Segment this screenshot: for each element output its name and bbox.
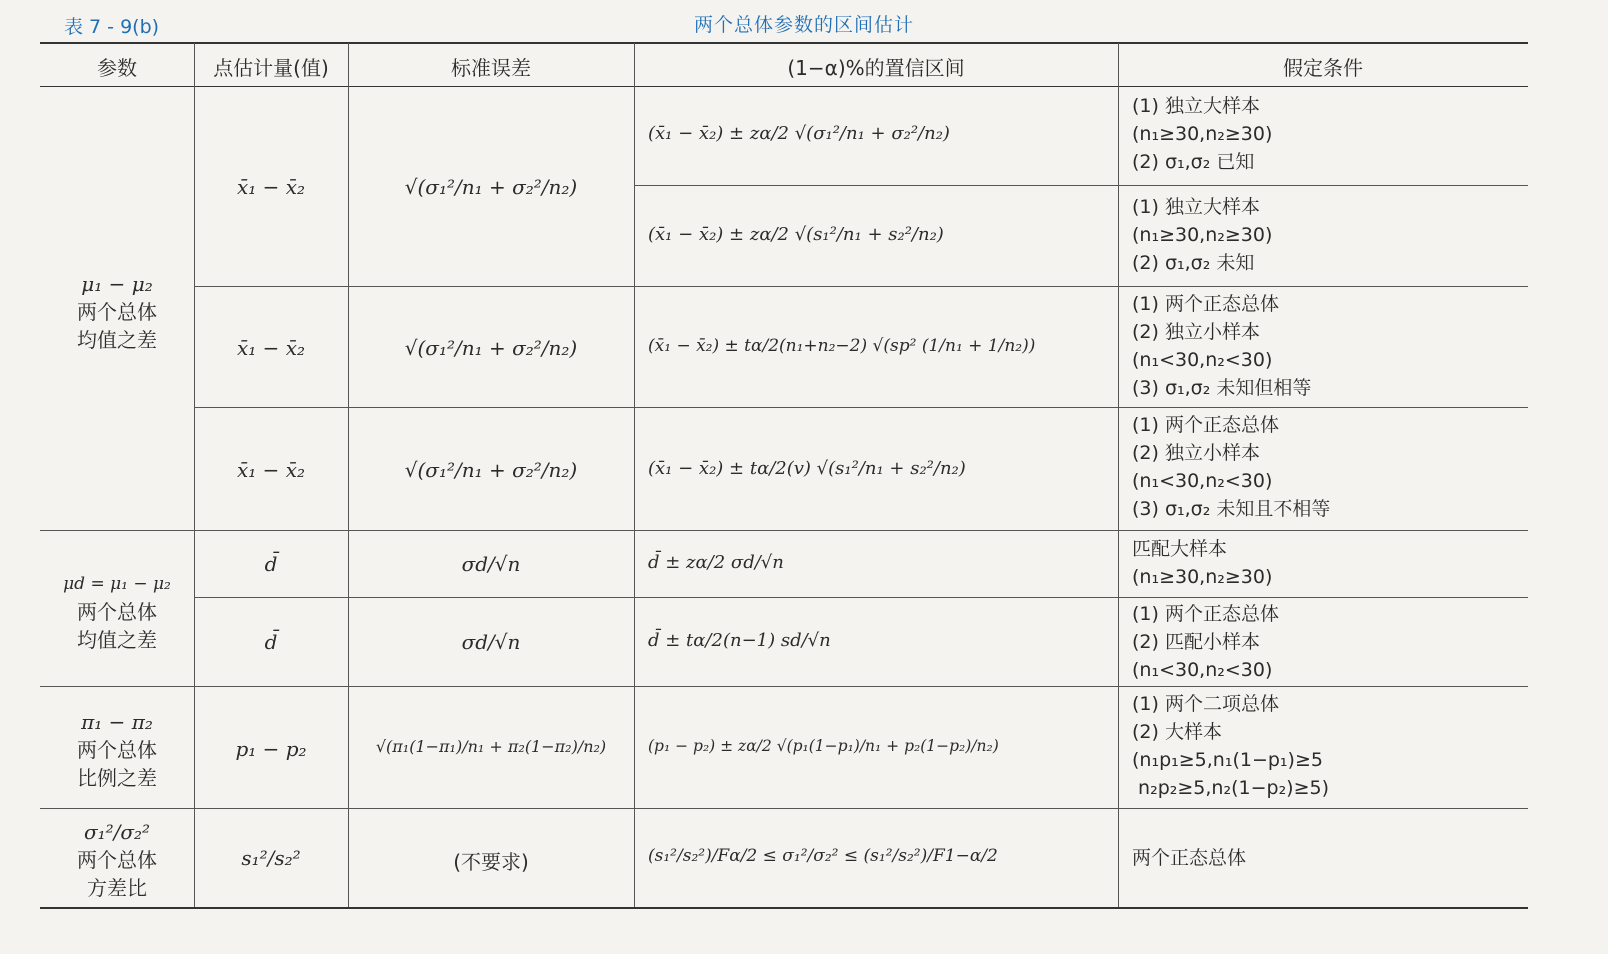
standard-error: √(σ₁²/n₁ + σ₂²/n₂) (404, 458, 578, 482)
assumptions: (1) 独立大样本 (n₁≥30,n₂≥30) (2) σ₁,σ₂ 未知 (1132, 196, 1273, 274)
confidence-interval: (x̄₁ − x̄₂) ± tα/2(n₁+n₂−2) √(sp² (1/n₁ + 1/n₂)) (648, 336, 1036, 356)
table-title: 两个总体参数的区间估计 (693, 14, 914, 36)
point-estimate: x̄₁ − x̄₂ (236, 458, 306, 482)
standard-error: √(σ₁²/n₁ + σ₂²/n₂) (404, 175, 578, 199)
assumptions: 匹配大样本 (n₁≥30,n₂≥30) (1132, 538, 1273, 588)
header-se: 标准误差 (451, 56, 531, 80)
row-divider (40, 808, 1528, 809)
row-divider (40, 686, 1528, 687)
header-point: 点估计量(值) (213, 56, 329, 80)
header-param: 参数 (97, 56, 137, 80)
point-estimate: d̄ (264, 630, 278, 654)
param-mean-diff: μ₁ − μ₂ 两个总体 均值之差 (77, 272, 157, 352)
assumptions: (1) 两个正态总体 (2) 独立小样本 (n₁<30,n₂<30) (3) σ₁,σ₂ 未知且不相等 (1132, 414, 1331, 520)
point-estimate: s₁²/s₂² (241, 846, 301, 870)
standard-error: σd/√n (461, 552, 521, 576)
confidence-interval: d̄ ± tα/2(n−1) sd/√n (648, 630, 831, 651)
header-rule (40, 86, 1528, 87)
row-divider (634, 185, 1528, 186)
assumptions: 两个正态总体 (1132, 847, 1247, 869)
confidence-interval: (x̄₁ − x̄₂) ± zα/2 √(s₁²/n₁ + s₂²/n₂) (648, 224, 944, 245)
assumptions: (1) 两个正态总体 (2) 匹配小样本 (n₁<30,n₂<30) (1132, 603, 1279, 681)
confidence-interval: (x̄₁ − x̄₂) ± zα/2 √(σ₁²/n₁ + σ₂²/n₂) (648, 123, 950, 144)
point-estimate: x̄₁ − x̄₂ (236, 175, 306, 199)
row-divider (40, 530, 1528, 531)
row-divider (194, 597, 1528, 598)
confidence-interval: (s₁²/s₂²)/Fα/2 ≤ σ₁²/σ₂² ≤ (s₁²/s₂²)/F1−α/2 (648, 846, 998, 866)
header-cond: 假定条件 (1283, 56, 1363, 80)
param-paired: μd = μ₁ − μ₂ 两个总体 均值之差 (63, 574, 171, 652)
standard-error: (不要求) (453, 850, 529, 874)
top-rule (40, 42, 1528, 44)
assumptions: (1) 两个正态总体 (2) 独立小样本 (n₁<30,n₂<30) (3) σ₁,σ₂ 未知但相等 (1132, 293, 1312, 399)
confidence-interval: d̄ ± zα/2 σd/√n (648, 552, 784, 573)
header-ci: (1−α)%的置信区间 (787, 56, 965, 80)
standard-error: √(σ₁²/n₁ + σ₂²/n₂) (404, 336, 578, 360)
param-var: σ₁²/σ₂² 两个总体 方差比 (77, 820, 157, 900)
col-divider (634, 43, 635, 907)
standard-error: σd/√n (461, 630, 521, 654)
point-estimate: d̄ (264, 552, 278, 576)
standard-error: √(π₁(1−π₁)/n₁ + π₂(1−π₂)/n₂) (375, 737, 607, 756)
row-divider (194, 286, 1528, 287)
bottom-rule (40, 907, 1528, 909)
param-prop: π₁ − π₂ 两个总体 比例之差 (77, 710, 157, 790)
confidence-interval: (x̄₁ − x̄₂) ± tα/2(v) √(s₁²/n₁ + s₂²/n₂) (648, 458, 966, 479)
assumptions: (1) 两个二项总体 (2) 大样本 (n₁p₁≥5,n₁(1−p₁)≥5 n₂p₂≥5,n₂(1−p₂)≥5) (1132, 693, 1330, 799)
col-divider (1118, 43, 1119, 907)
row-divider (194, 407, 1528, 408)
point-estimate: x̄₁ − x̄₂ (236, 336, 306, 360)
table-number: 表 7 - 9(b) (64, 16, 160, 38)
confidence-interval: (p₁ − p₂) ± zα/2 √(p₁(1−p₁)/n₁ + p₂(1−p₂)/n₂) (648, 737, 999, 755)
point-estimate: p₁ − p₂ (235, 737, 307, 761)
assumptions: (1) 独立大样本 (n₁≥30,n₂≥30) (2) σ₁,σ₂ 已知 (1132, 95, 1273, 173)
